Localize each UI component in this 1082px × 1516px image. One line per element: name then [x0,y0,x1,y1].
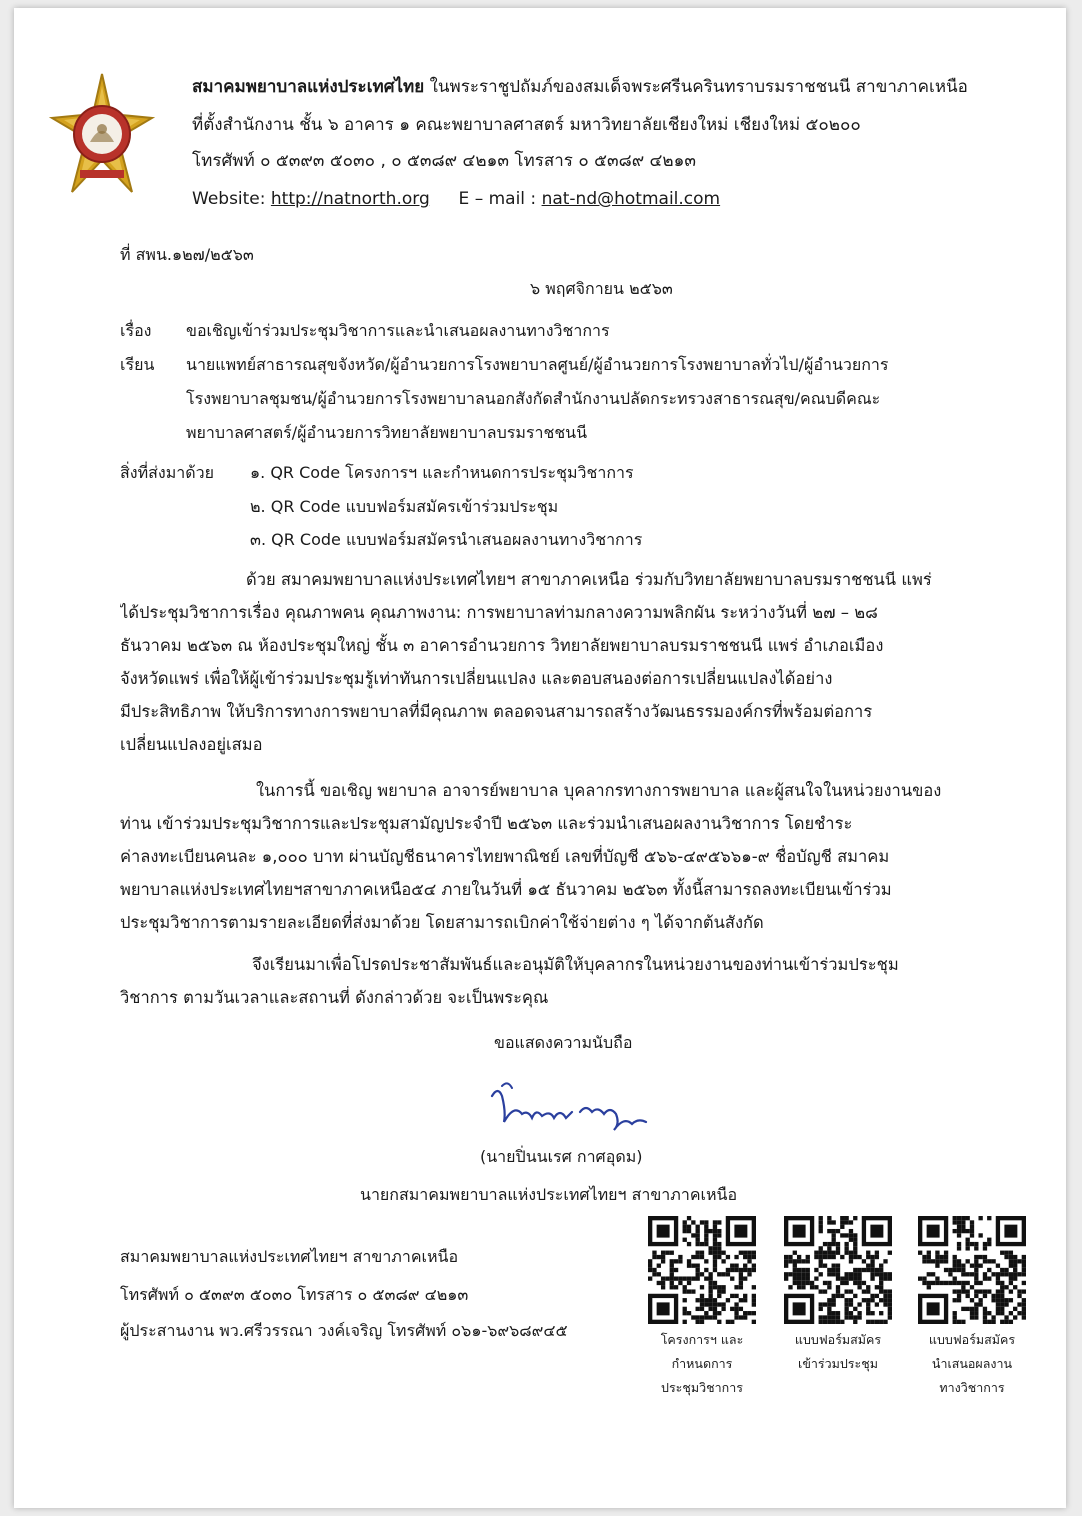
paragraph-line: ในการนี้ ขอเชิญ พยาบาล อาจารย์พยาบาล บุคลากรทางการพยาบาล และผู้สนใจในหน่วยงานของ [256,781,942,800]
to-line: โรงพยาบาลชุมชน/ผู้อำนวยการโรงพยาบาลนอกสังกัดสำนักงานปลัดกระทรวงสาธารณสุข/คณบดีคณะ [186,389,881,408]
qr-caption-line: โครงการฯ และ [660,1332,744,1347]
letterhead-phone: โทรศัพท์ ๐ ๕๓๙๓ ๕๐๓๐ , ๐ ๕๓๘๙ ๔๒๑๓ โทรสาร ๐ ๕๓๘๙ ๔๒๑๓ [192,151,697,171]
footer-org: สมาคมพยาบาลแห่งประเทศไทยฯ สาขาภาคเหนือ [120,1247,459,1266]
body-paragraph-3 [120,948,986,1014]
closing-text: ขอแสดงความนับถือ [494,1033,633,1052]
qr-code-project[interactable] [648,1216,756,1324]
qr-code-registration[interactable] [784,1216,892,1324]
association-emblem-icon [48,72,156,200]
email-label: E – mail : [458,189,537,209]
qr-caption-presentation [908,1328,1036,1400]
paragraph-line: ประชุมวิชาการตามรายละเอียดที่ส่งมาด้วย โดยสามารถเบิกค่าใช้จ่ายต่าง ๆ ได้จากต้นสังกัด [120,913,764,932]
email-link[interactable]: nat-nd@hotmail.com [541,189,721,209]
qr-code-presentation[interactable] [918,1216,1026,1324]
body-paragraph-2 [120,774,986,939]
enclosures-label: สิ่งที่ส่งมาด้วย [120,463,214,482]
footer-coordinator: ผู้ประสานงาน พว.ศรีวรรณา วงค์เจริญ โทรศัพท์ ๐๖๑-๖๙๖๘๙๔๕ [120,1321,568,1340]
org-name: สมาคมพยาบาลแห่งประเทศไทย [192,77,425,97]
qr-caption-line: แบบฟอร์มสมัคร [928,1332,1016,1347]
signer-name: (นายปิ่นนเรศ กาศอุดม) [480,1147,643,1166]
subject-text: ขอเชิญเข้าร่วมประชุมวิชาการและนำเสนอผลงานทางวิชาการ [186,321,610,340]
to-label: เรียน [120,355,155,374]
signer-title: นายกสมาคมพยาบาลแห่งประเทศไทยฯ สาขาภาคเหนือ [360,1185,738,1204]
paragraph-line: เปลี่ยนแปลงอยู่เสมอ [120,735,263,754]
paragraph-line: พยาบาลแห่งประเทศไทยฯสาขาภาคเหนือ๕๔ ภายในวันที่ ๑๕ ธันวาคม ๒๕๖๓ ทั้งนี้สามารถลงทะเบียนเข้าร่วม [120,880,892,899]
document-date: ๖ พฤศจิกายน ๒๕๖๓ [530,279,673,298]
paragraph-line: ด้วย สมาคมพยาบาลแห่งประเทศไทยฯ สาขาภาคเหนือ ร่วมกับวิทยาลัยพยาบาลบรมราชชนนี แพร่ [246,570,932,589]
qr-caption-registration [774,1328,902,1376]
enclosure-item: ๒. QR Code แบบฟอร์มสมัครเข้าร่วมประชุม [250,497,559,516]
letterhead-org-line [192,76,968,98]
to-line: พยาบาลศาสตร์/ผู้อำนวยการวิทยาลัยพยาบาลบรมราชชนนี [186,423,588,442]
handwritten-signature [484,1078,664,1138]
qr-caption-line: เข้าร่วมประชุม [798,1356,878,1371]
enclosure-item: ๓. QR Code แบบฟอร์มสมัครนำเสนอผลงานทางวิชาการ [250,530,643,549]
footer-phone: โทรศัพท์ ๐ ๕๓๙๓ ๕๐๓๐ โทรสาร ๐ ๕๓๘๙ ๔๒๑๓ [120,1285,469,1304]
qr-caption-line: กำหนดการ [671,1356,733,1371]
body-paragraph-1 [120,563,986,761]
website-label: Website: [192,189,266,209]
org-line-rest: ในพระราชูปถัมภ์ของสมเด็จพระศรีนครินทราบรมราชชนนี สาขาภาคเหนือ [424,77,968,97]
paragraph-line: มีประสิทธิภาพ ให้บริการทางการพยาบาลที่มีคุณภาพ ตลอดจนสามารถสร้างวัฒนธรรมองค์กรที่พร้อมต่อการ [120,702,873,721]
qr-caption-line: ประชุมวิชาการ [661,1380,743,1395]
paragraph-line: วิชาการ ตามวันเวลาและสถานที่ ดังกล่าวด้วย จะเป็นพระคุณ [120,988,549,1007]
letterhead-contacts [192,188,720,210]
letter-page [14,8,1066,1508]
qr-caption-line: นำเสนอผลงาน [931,1356,1013,1371]
enclosure-item: ๑. QR Code โครงการฯ และกำหนดการประชุมวิชาการ [250,463,634,482]
to-line: นายแพทย์สาธารณสุขจังหวัด/ผู้อำนวยการโรงพยาบาลศูนย์/ผู้อำนวยการโรงพยาบาลทั่วไป/ผู้อำนวยการ [186,355,889,374]
qr-caption-line: แบบฟอร์มสมัคร [794,1332,882,1347]
document-number: ที่ สพน.๑๒๗/๒๕๖๓ [120,245,254,264]
paragraph-line: จังหวัดแพร่ เพื่อให้ผู้เข้าร่วมประชุมรู้เท่าทันการเปลี่ยนแปลง และตอบสนองต่อการเปลี่ยนแปลงได้อย่าง [120,669,833,688]
subject-label: เรื่อง [120,321,152,340]
qr-caption-line: ทางวิชาการ [939,1380,1005,1395]
paragraph-line: จึงเรียนมาเพื่อโปรดประชาสัมพันธ์และอนุมัติให้บุคลากรในหน่วยงานของท่านเข้าร่วมประชุม [252,955,899,974]
paragraph-line: ธันวาคม ๒๕๖๓ ณ ห้องประชุมใหญ่ ชั้น ๓ อาคารอำนวยการ วิทยาลัยพยาบาลบรมราชชนนี แพร่ อำเภอเมือง [120,636,884,655]
qr-caption-project [638,1328,766,1400]
paragraph-line: ค่าลงทะเบียนคนละ ๑,๐๐๐ บาท ผ่านบัญชีธนาคารไทยพาณิชย์ เลขที่บัญชี ๕๖๖-๔๙๕๖๖๑-๙ ชื่อบัญชี สมาคม [120,847,890,866]
website-link[interactable]: http://natnorth.org [270,189,430,209]
paragraph-line: ได้ประชุมวิชาการเรื่อง คุณภาพคน คุณภาพงาน: การพยาบาลท่ามกลางความพลิกผัน ระหว่างวันที่ ๒๗ – ๒๘ [120,603,878,622]
letterhead-address: ที่ตั้งสำนักงาน ชั้น ๖ อาคาร ๑ คณะพยาบาลศาสตร์ มหาวิทยาลัยเชียงใหม่ เชียงใหม่ ๕๐๒๐๐ [192,115,861,135]
paragraph-line: ท่าน เข้าร่วมประชุมวิชาการและประชุมสามัญประจำปี ๒๕๖๓ และร่วมนำเสนอผลงานวิชาการ โดยชำระ [120,814,853,833]
